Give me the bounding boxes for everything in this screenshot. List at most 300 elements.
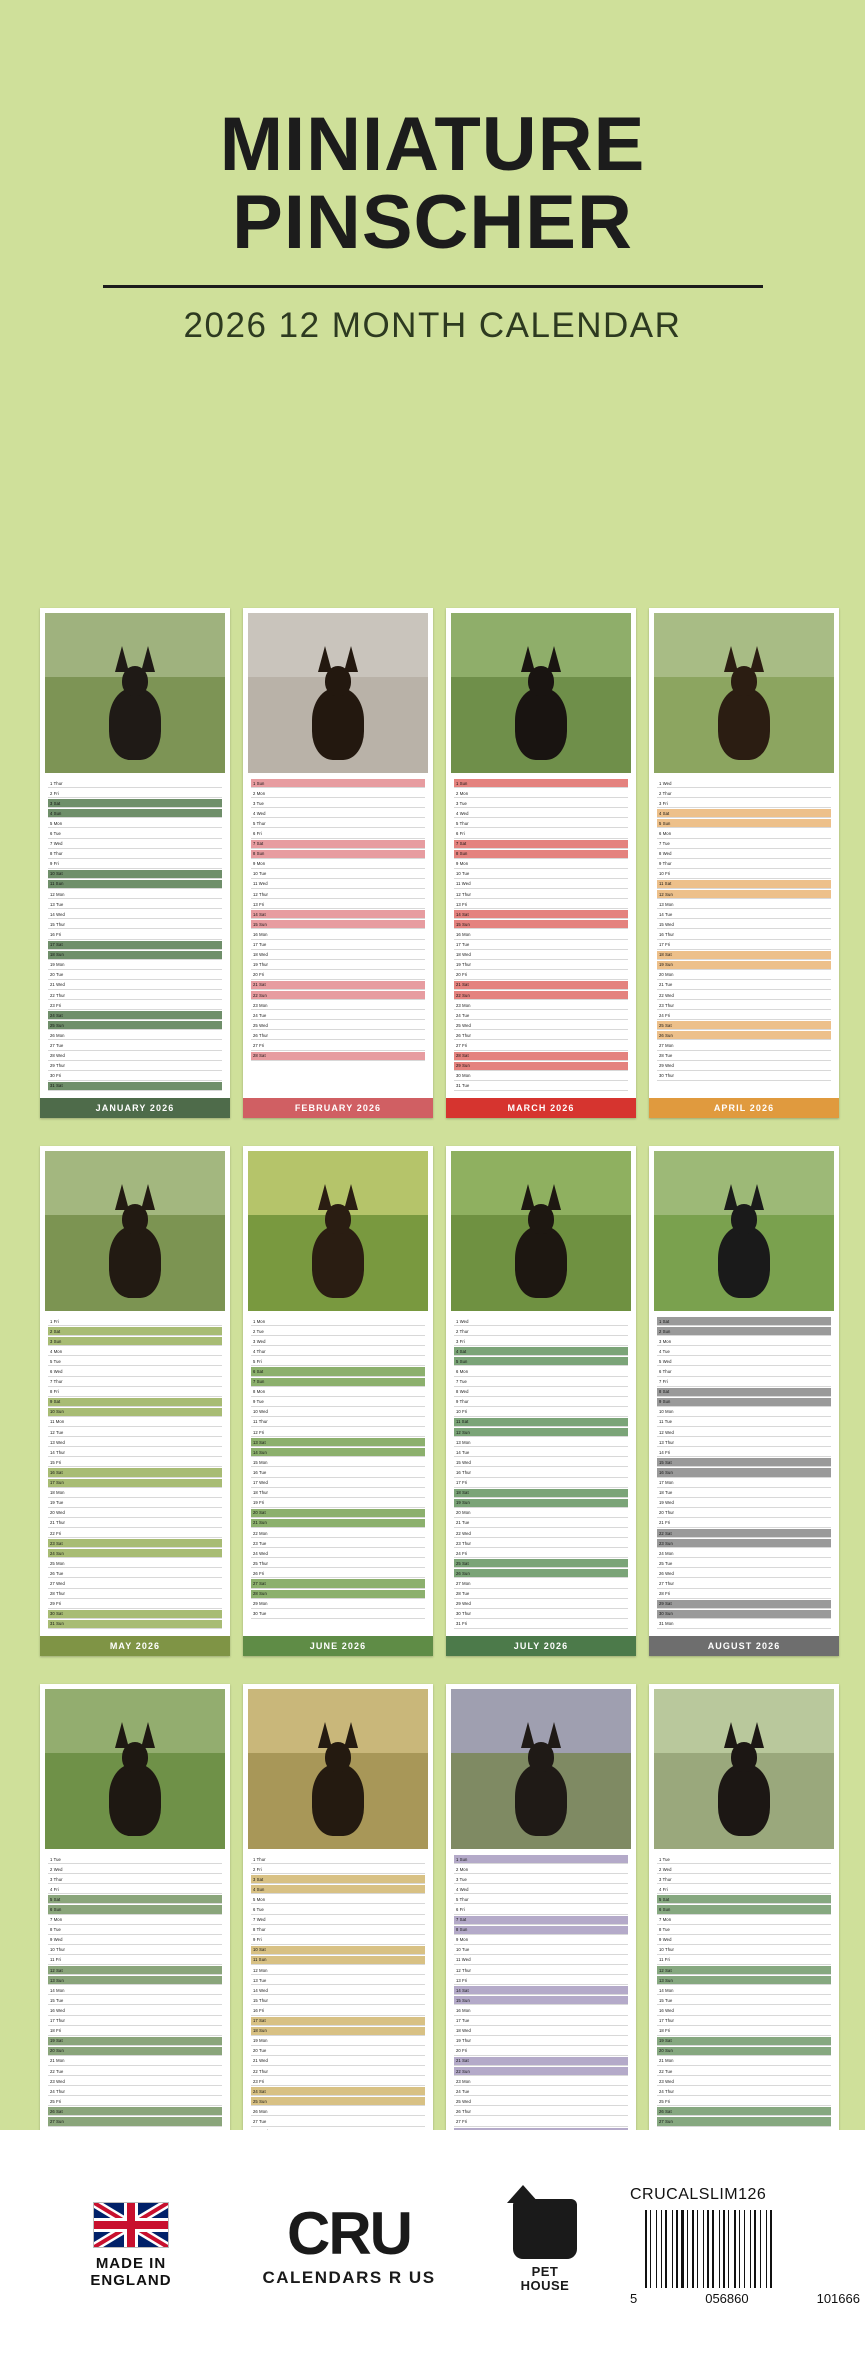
day-row: 15 Thur bbox=[251, 1996, 425, 2005]
day-row: 6 Sun bbox=[657, 1905, 831, 1914]
day-row: 24 Tue bbox=[454, 1011, 628, 1020]
day-row: 3 Fri bbox=[657, 799, 831, 808]
day-row: 26 Thur bbox=[251, 1031, 425, 1040]
day-row: 24 Tue bbox=[454, 2087, 628, 2096]
day-row: 7 Tue bbox=[657, 840, 831, 849]
day-row: 20 Fri bbox=[251, 971, 425, 980]
day-row: 21 Sat bbox=[454, 981, 628, 990]
barcode-mid-digits: 056860 bbox=[705, 2291, 749, 2306]
day-row: 28 Wed bbox=[48, 1052, 222, 1061]
day-row: 19 Mon bbox=[251, 2037, 425, 2046]
day-row: 15 Tue bbox=[48, 1996, 222, 2005]
day-row: 30 Thur bbox=[657, 1072, 831, 1081]
day-row: 1 Mon bbox=[251, 1317, 425, 1326]
barcode-left-digit: 5 bbox=[630, 2291, 638, 2306]
day-row: 29 Sat bbox=[657, 1600, 831, 1609]
day-row: 24 Fri bbox=[454, 1549, 628, 1558]
day-row: 5 Mon bbox=[251, 1895, 425, 1904]
day-row: 13 Mon bbox=[657, 900, 831, 909]
day-row: 31 Tue bbox=[454, 1082, 628, 1091]
day-row: 12 Thur bbox=[454, 1966, 628, 1975]
month-day-list bbox=[248, 773, 428, 1098]
day-row: 20 Sat bbox=[251, 1509, 425, 1518]
day-row: 24 Mon bbox=[657, 1549, 831, 1558]
day-row: 17 Sat bbox=[48, 941, 222, 950]
pethouse-line-1: PET bbox=[531, 2263, 559, 2279]
month-grid bbox=[40, 608, 830, 2204]
day-row: 14 Thur bbox=[48, 1448, 222, 1457]
day-row: 20 Thur bbox=[657, 1509, 831, 1518]
month-photo bbox=[451, 613, 631, 773]
month-photo bbox=[248, 1689, 428, 1849]
day-row: 5 Sun bbox=[657, 819, 831, 828]
day-row: 2 Mon bbox=[454, 1865, 628, 1874]
month-photo bbox=[654, 613, 834, 773]
day-row: 25 Fri bbox=[48, 2097, 222, 2106]
day-row: 23 Wed bbox=[48, 2077, 222, 2086]
day-row: 9 Sat bbox=[48, 1398, 222, 1407]
day-row: 19 Thur bbox=[454, 961, 628, 970]
day-row: 22 Tue bbox=[48, 2067, 222, 2076]
day-row: 3 Sat bbox=[251, 1875, 425, 1884]
day-row: 17 Fri bbox=[657, 941, 831, 950]
day-row: 15 Wed bbox=[454, 1458, 628, 1467]
day-row: 24 Thur bbox=[48, 2087, 222, 2096]
day-row: 13 Fri bbox=[251, 900, 425, 909]
day-row: 27 Wed bbox=[48, 1579, 222, 1588]
day-row: 2 Tue bbox=[251, 1327, 425, 1336]
day-row: 9 Thur bbox=[657, 860, 831, 869]
month-photo bbox=[248, 1151, 428, 1311]
day-row: 10 Sun bbox=[48, 1408, 222, 1417]
day-row: 30 Sat bbox=[48, 1610, 222, 1619]
day-row: 10 Tue bbox=[454, 1946, 628, 1955]
day-row: 22 Mon bbox=[251, 1529, 425, 1538]
day-row: 11 Tue bbox=[657, 1418, 831, 1427]
day-row: 16 Tue bbox=[251, 1468, 425, 1477]
day-row: 29 Sun bbox=[454, 1062, 628, 1071]
day-row: 13 Thur bbox=[657, 1438, 831, 1447]
day-row: 8 Thur bbox=[251, 1926, 425, 1935]
day-row: 4 Sat bbox=[454, 1347, 628, 1356]
day-row: 18 Wed bbox=[251, 951, 425, 960]
day-row: 1 Fri bbox=[48, 1317, 222, 1326]
day-row: 17 Wed bbox=[251, 1479, 425, 1488]
day-row: 21 Mon bbox=[657, 2057, 831, 2066]
day-row: 1 Tue bbox=[48, 1855, 222, 1864]
day-row: 5 Wed bbox=[657, 1357, 831, 1366]
page-title-line1: MINIATURE bbox=[219, 102, 646, 187]
day-row: 6 Mon bbox=[657, 829, 831, 838]
calendar-header bbox=[0, 0, 865, 600]
page-subtitle: 2026 12 MONTH CALENDAR bbox=[183, 306, 682, 346]
cru-logo-subtitle: CALENDARS R US bbox=[262, 2268, 436, 2287]
month-photo bbox=[654, 1151, 834, 1311]
day-row: 19 Fri bbox=[251, 1499, 425, 1508]
day-row: 23 Fri bbox=[251, 2077, 425, 2086]
day-row: 24 Tue bbox=[251, 1011, 425, 1020]
day-row: 8 Sun bbox=[251, 850, 425, 859]
day-row: 19 Mon bbox=[48, 961, 222, 970]
day-row: 10 Thur bbox=[657, 1946, 831, 1955]
barcode-right-digits: 101666 bbox=[816, 2291, 860, 2306]
day-row: 29 Fri bbox=[48, 1600, 222, 1609]
month-day-list bbox=[45, 773, 225, 1098]
day-row: 23 Sun bbox=[657, 1539, 831, 1548]
day-row: 16 Sat bbox=[48, 1468, 222, 1477]
day-row: 6 Tue bbox=[251, 1905, 425, 1914]
day-row: 21 Wed bbox=[48, 981, 222, 990]
day-row: 1 Sun bbox=[454, 1855, 628, 1864]
sku-code: CRUCALSLIM126 bbox=[630, 2186, 767, 2203]
day-row: 26 Wed bbox=[657, 1569, 831, 1578]
day-row: 15 Sat bbox=[657, 1458, 831, 1467]
day-row: 8 Tue bbox=[657, 1926, 831, 1935]
barcode-numbers bbox=[630, 2291, 860, 2306]
day-row: 14 Fri bbox=[657, 1448, 831, 1457]
month-label: JULY 2026 bbox=[446, 1636, 636, 1656]
day-row: 26 Thur bbox=[454, 1031, 628, 1040]
month-label: MARCH 2026 bbox=[446, 1098, 636, 1118]
day-row: 17 Sat bbox=[251, 2017, 425, 2026]
day-row: 9 Wed bbox=[48, 1936, 222, 1945]
day-row: 24 Sat bbox=[251, 2087, 425, 2096]
day-row: 26 Fri bbox=[251, 1569, 425, 1578]
day-row: 31 Mon bbox=[657, 1620, 831, 1629]
month-card bbox=[649, 1684, 839, 2194]
day-row: 31 Sat bbox=[48, 1082, 222, 1091]
day-row: 9 Fri bbox=[251, 1936, 425, 1945]
day-row: 11 Fri bbox=[657, 1956, 831, 1965]
day-row: 1 Sat bbox=[657, 1317, 831, 1326]
day-row: 8 Fri bbox=[48, 1388, 222, 1397]
day-row: 1 Sun bbox=[454, 779, 628, 788]
day-row: 25 Mon bbox=[48, 1559, 222, 1568]
day-row: 3 Tue bbox=[454, 799, 628, 808]
day-row: 8 Thur bbox=[48, 850, 222, 859]
day-row: 3 Sun bbox=[48, 1337, 222, 1346]
day-row: 9 Thur bbox=[454, 1398, 628, 1407]
day-row: 7 Wed bbox=[48, 840, 222, 849]
day-row: 17 Tue bbox=[251, 941, 425, 950]
month-day-list bbox=[248, 1849, 428, 2174]
day-row: 25 Sun bbox=[251, 2097, 425, 2106]
day-row: 24 Wed bbox=[251, 1549, 425, 1558]
day-row: 29 Thur bbox=[48, 1062, 222, 1071]
day-row: 4 Mon bbox=[48, 1347, 222, 1356]
day-row: 3 Wed bbox=[251, 1337, 425, 1346]
day-row: 6 Fri bbox=[251, 829, 425, 838]
day-row: 1 Wed bbox=[657, 779, 831, 788]
day-row: 9 Mon bbox=[454, 1936, 628, 1945]
day-row: 1 Thur bbox=[251, 1855, 425, 1864]
day-row: 11 Sat bbox=[657, 880, 831, 889]
day-row: 13 Wed bbox=[48, 1438, 222, 1447]
day-row: 27 Mon bbox=[454, 1579, 628, 1588]
day-row: 21 Wed bbox=[251, 2057, 425, 2066]
day-row: 6 Sun bbox=[48, 1905, 222, 1914]
day-row: 10 Mon bbox=[657, 1408, 831, 1417]
day-row: 25 Thur bbox=[251, 1559, 425, 1568]
day-row: 10 Tue bbox=[454, 870, 628, 879]
day-row: 14 Sat bbox=[454, 1986, 628, 1995]
day-row: 2 Wed bbox=[657, 1865, 831, 1874]
day-row: 6 Fri bbox=[454, 1905, 628, 1914]
day-row: 9 Mon bbox=[454, 860, 628, 869]
day-row: 23 Fri bbox=[48, 1001, 222, 1010]
day-row: 10 Thur bbox=[48, 1946, 222, 1955]
day-row: 4 Fri bbox=[657, 1885, 831, 1894]
month-photo bbox=[45, 613, 225, 773]
day-row: 28 Tue bbox=[454, 1590, 628, 1599]
day-row: 16 Mon bbox=[251, 930, 425, 939]
day-row: 15 Mon bbox=[251, 1458, 425, 1467]
day-row: 26 Sun bbox=[454, 1569, 628, 1578]
day-row: 25 Tue bbox=[657, 1559, 831, 1568]
day-row: 12 Fri bbox=[251, 1428, 425, 1437]
month-photo bbox=[654, 1689, 834, 1849]
day-row: 14 Tue bbox=[454, 1448, 628, 1457]
day-row: 11 Sun bbox=[48, 880, 222, 889]
month-label: JANUARY 2026 bbox=[40, 1098, 230, 1118]
day-row: 14 Sat bbox=[251, 910, 425, 919]
day-row: 15 Fri bbox=[48, 1458, 222, 1467]
day-row: 6 Thur bbox=[657, 1367, 831, 1376]
day-row: 3 Thur bbox=[657, 1875, 831, 1884]
day-row: 16 Thur bbox=[454, 1468, 628, 1477]
day-row: 8 Sat bbox=[657, 1388, 831, 1397]
day-row: 18 Sun bbox=[251, 2027, 425, 2036]
cru-logo-block bbox=[234, 2200, 464, 2288]
day-row: 29 Mon bbox=[251, 1600, 425, 1609]
day-row: 21 Sat bbox=[454, 2057, 628, 2066]
day-row: 8 Mon bbox=[251, 1388, 425, 1397]
day-row: 20 Tue bbox=[251, 2047, 425, 2056]
day-row: 13 Fri bbox=[454, 1976, 628, 1985]
day-row: 20 Sun bbox=[657, 2047, 831, 2056]
day-row: 25 Wed bbox=[454, 1021, 628, 1030]
day-row: 6 Sat bbox=[251, 1367, 425, 1376]
month-label: APRIL 2026 bbox=[649, 1098, 839, 1118]
day-row: 30 Tue bbox=[251, 1610, 425, 1619]
day-row: 16 Fri bbox=[48, 930, 222, 939]
cru-logo-text: CRU bbox=[287, 2200, 411, 2267]
day-row: 2 Fri bbox=[48, 789, 222, 798]
day-row: 5 Thur bbox=[454, 1895, 628, 1904]
day-row: 22 Thur bbox=[251, 2067, 425, 2076]
day-row: 21 Sat bbox=[251, 981, 425, 990]
day-row: 5 Thur bbox=[454, 819, 628, 828]
day-row: 19 Thur bbox=[251, 961, 425, 970]
month-photo bbox=[451, 1689, 631, 1849]
month-card bbox=[446, 1684, 636, 2194]
day-row: 2 Mon bbox=[251, 789, 425, 798]
day-row: 30 Fri bbox=[48, 1072, 222, 1081]
day-row: 3 Tue bbox=[251, 799, 425, 808]
pethouse-label bbox=[521, 2265, 570, 2294]
day-row: 25 Sat bbox=[657, 1021, 831, 1030]
day-row: 27 Mon bbox=[657, 1041, 831, 1050]
day-row: 30 Thur bbox=[454, 1610, 628, 1619]
day-row: 7 Sat bbox=[454, 1916, 628, 1925]
day-row: 25 Wed bbox=[251, 1021, 425, 1030]
day-row: 15 Tue bbox=[657, 1996, 831, 2005]
day-row: 23 Tue bbox=[251, 1539, 425, 1548]
day-row: 14 Wed bbox=[48, 910, 222, 919]
day-row: 24 Fri bbox=[657, 1011, 831, 1020]
day-row: 11 Thur bbox=[251, 1418, 425, 1427]
day-row: 28 Sat bbox=[454, 1052, 628, 1061]
day-row: 4 Sat bbox=[657, 809, 831, 818]
day-row: 9 Tue bbox=[251, 1398, 425, 1407]
day-row: 29 Wed bbox=[454, 1600, 628, 1609]
month-day-list bbox=[248, 1311, 428, 1636]
month-day-list bbox=[654, 1311, 834, 1636]
day-row: 19 Sun bbox=[454, 1499, 628, 1508]
pethouse-logo-block bbox=[490, 2199, 600, 2294]
day-row: 29 Wed bbox=[657, 1062, 831, 1071]
day-row: 1 Wed bbox=[454, 1317, 628, 1326]
day-row: 13 Tue bbox=[251, 1976, 425, 1985]
day-row: 27 Tue bbox=[48, 1041, 222, 1050]
made-in-england-block bbox=[46, 2202, 216, 2290]
page-title-line2: PINSCHER bbox=[232, 179, 633, 265]
day-row: 5 Thur bbox=[251, 819, 425, 828]
day-row: 11 Wed bbox=[454, 1956, 628, 1965]
month-card bbox=[446, 608, 636, 1118]
day-row: 27 Tue bbox=[251, 2117, 425, 2126]
day-row: 23 Sat bbox=[48, 1539, 222, 1548]
day-row: 18 Sun bbox=[48, 951, 222, 960]
day-row: 4 Wed bbox=[454, 809, 628, 818]
day-row: 3 Fri bbox=[454, 1337, 628, 1346]
pethouse-line-2: HOUSE bbox=[520, 2278, 570, 2293]
day-row: 17 Fri bbox=[454, 1479, 628, 1488]
day-row: 8 Wed bbox=[454, 1388, 628, 1397]
day-row: 27 Thur bbox=[657, 1579, 831, 1588]
day-row: 30 Mon bbox=[454, 1072, 628, 1081]
day-row: 9 Fri bbox=[48, 860, 222, 869]
day-row: 2 Sun bbox=[657, 1327, 831, 1336]
day-row: 13 Sun bbox=[48, 1976, 222, 1985]
day-row: 23 Thur bbox=[657, 1001, 831, 1010]
day-row: 27 Fri bbox=[454, 2117, 628, 2126]
day-row: 18 Tue bbox=[657, 1489, 831, 1498]
month-label: FEBRUARY 2026 bbox=[243, 1098, 433, 1118]
day-row: 22 Sun bbox=[454, 991, 628, 1000]
day-row: 12 Thur bbox=[454, 890, 628, 899]
day-row: 16 Sun bbox=[657, 1468, 831, 1477]
day-row: 19 Sun bbox=[657, 961, 831, 970]
day-row: 19 Sat bbox=[657, 2037, 831, 2046]
day-row: 12 Sun bbox=[657, 890, 831, 899]
month-day-list bbox=[45, 1311, 225, 1636]
day-row: 11 Wed bbox=[454, 880, 628, 889]
day-row: 14 Mon bbox=[48, 1986, 222, 1995]
day-row: 20 Sun bbox=[48, 2047, 222, 2056]
month-label: MAY 2026 bbox=[40, 1636, 230, 1656]
month-day-list bbox=[451, 773, 631, 1098]
day-row: 28 Sun bbox=[251, 1590, 425, 1599]
day-row: 1 Thur bbox=[48, 779, 222, 788]
day-row: 15 Wed bbox=[657, 920, 831, 929]
day-row: 17 Thur bbox=[657, 2017, 831, 2026]
day-row: 7 Thur bbox=[48, 1378, 222, 1387]
day-row: 15 Sun bbox=[251, 920, 425, 929]
day-row: 8 Sun bbox=[454, 850, 628, 859]
month-day-list bbox=[654, 773, 834, 1098]
day-row: 16 Mon bbox=[454, 2006, 628, 2015]
day-row: 25 Sun bbox=[48, 1021, 222, 1030]
day-row: 13 Sun bbox=[657, 1976, 831, 1985]
day-row: 22 Wed bbox=[454, 1529, 628, 1538]
day-row: 10 Sat bbox=[48, 870, 222, 879]
day-row: 13 Fri bbox=[454, 900, 628, 909]
day-row: 12 Sat bbox=[48, 1966, 222, 1975]
day-row: 6 Wed bbox=[48, 1367, 222, 1376]
day-row: 7 Mon bbox=[657, 1916, 831, 1925]
day-row: 8 Tue bbox=[48, 1926, 222, 1935]
day-row: 23 Mon bbox=[454, 1001, 628, 1010]
day-row: 30 Sun bbox=[657, 1610, 831, 1619]
day-row: 5 Tue bbox=[48, 1357, 222, 1366]
day-row: 7 Sun bbox=[251, 1378, 425, 1387]
day-row: 22 Thur bbox=[48, 991, 222, 1000]
day-row: 27 Sat bbox=[251, 1579, 425, 1588]
day-row: 17 Tue bbox=[454, 941, 628, 950]
day-row: 17 Mon bbox=[657, 1479, 831, 1488]
day-row: 21 Tue bbox=[657, 981, 831, 990]
day-row: 13 Tue bbox=[48, 900, 222, 909]
footer-bar bbox=[0, 2130, 865, 2362]
day-row: 5 Sat bbox=[48, 1895, 222, 1904]
day-row: 16 Thur bbox=[657, 930, 831, 939]
day-row: 3 Sat bbox=[48, 799, 222, 808]
day-row: 25 Fri bbox=[657, 2097, 831, 2106]
day-row: 18 Thur bbox=[251, 1489, 425, 1498]
day-row: 20 Fri bbox=[454, 971, 628, 980]
day-row: 12 Mon bbox=[48, 890, 222, 899]
month-card bbox=[649, 1146, 839, 1656]
day-row: 10 Sat bbox=[251, 1946, 425, 1955]
day-row: 13 Mon bbox=[454, 1438, 628, 1447]
day-row: 14 Sat bbox=[454, 910, 628, 919]
day-row: 12 Thur bbox=[251, 890, 425, 899]
day-row: 14 Wed bbox=[251, 1986, 425, 1995]
day-row: 4 Fri bbox=[48, 1885, 222, 1894]
day-row: 12 Sat bbox=[657, 1966, 831, 1975]
day-row: 13 Sat bbox=[251, 1438, 425, 1447]
day-row: 22 Wed bbox=[657, 991, 831, 1000]
day-row: 15 Sun bbox=[454, 1996, 628, 2005]
day-row: 12 Tue bbox=[48, 1428, 222, 1437]
day-row: 8 Sun bbox=[454, 1926, 628, 1935]
day-row: 11 Mon bbox=[48, 1418, 222, 1427]
day-row: 1 Sun bbox=[251, 779, 425, 788]
dog-house-icon bbox=[513, 2199, 577, 2259]
day-row: 22 Fri bbox=[48, 1529, 222, 1538]
day-row: 7 Fri bbox=[657, 1378, 831, 1387]
day-row: 7 Tue bbox=[454, 1378, 628, 1387]
day-row: 27 Sun bbox=[48, 2117, 222, 2126]
day-row: 11 Wed bbox=[251, 880, 425, 889]
day-row: 6 Tue bbox=[48, 829, 222, 838]
day-row: 22 Sun bbox=[251, 991, 425, 1000]
day-row: 18 Fri bbox=[48, 2027, 222, 2036]
day-row: 19 Sat bbox=[48, 2037, 222, 2046]
day-row: 23 Thur bbox=[454, 1539, 628, 1548]
day-row: 10 Tue bbox=[251, 870, 425, 879]
